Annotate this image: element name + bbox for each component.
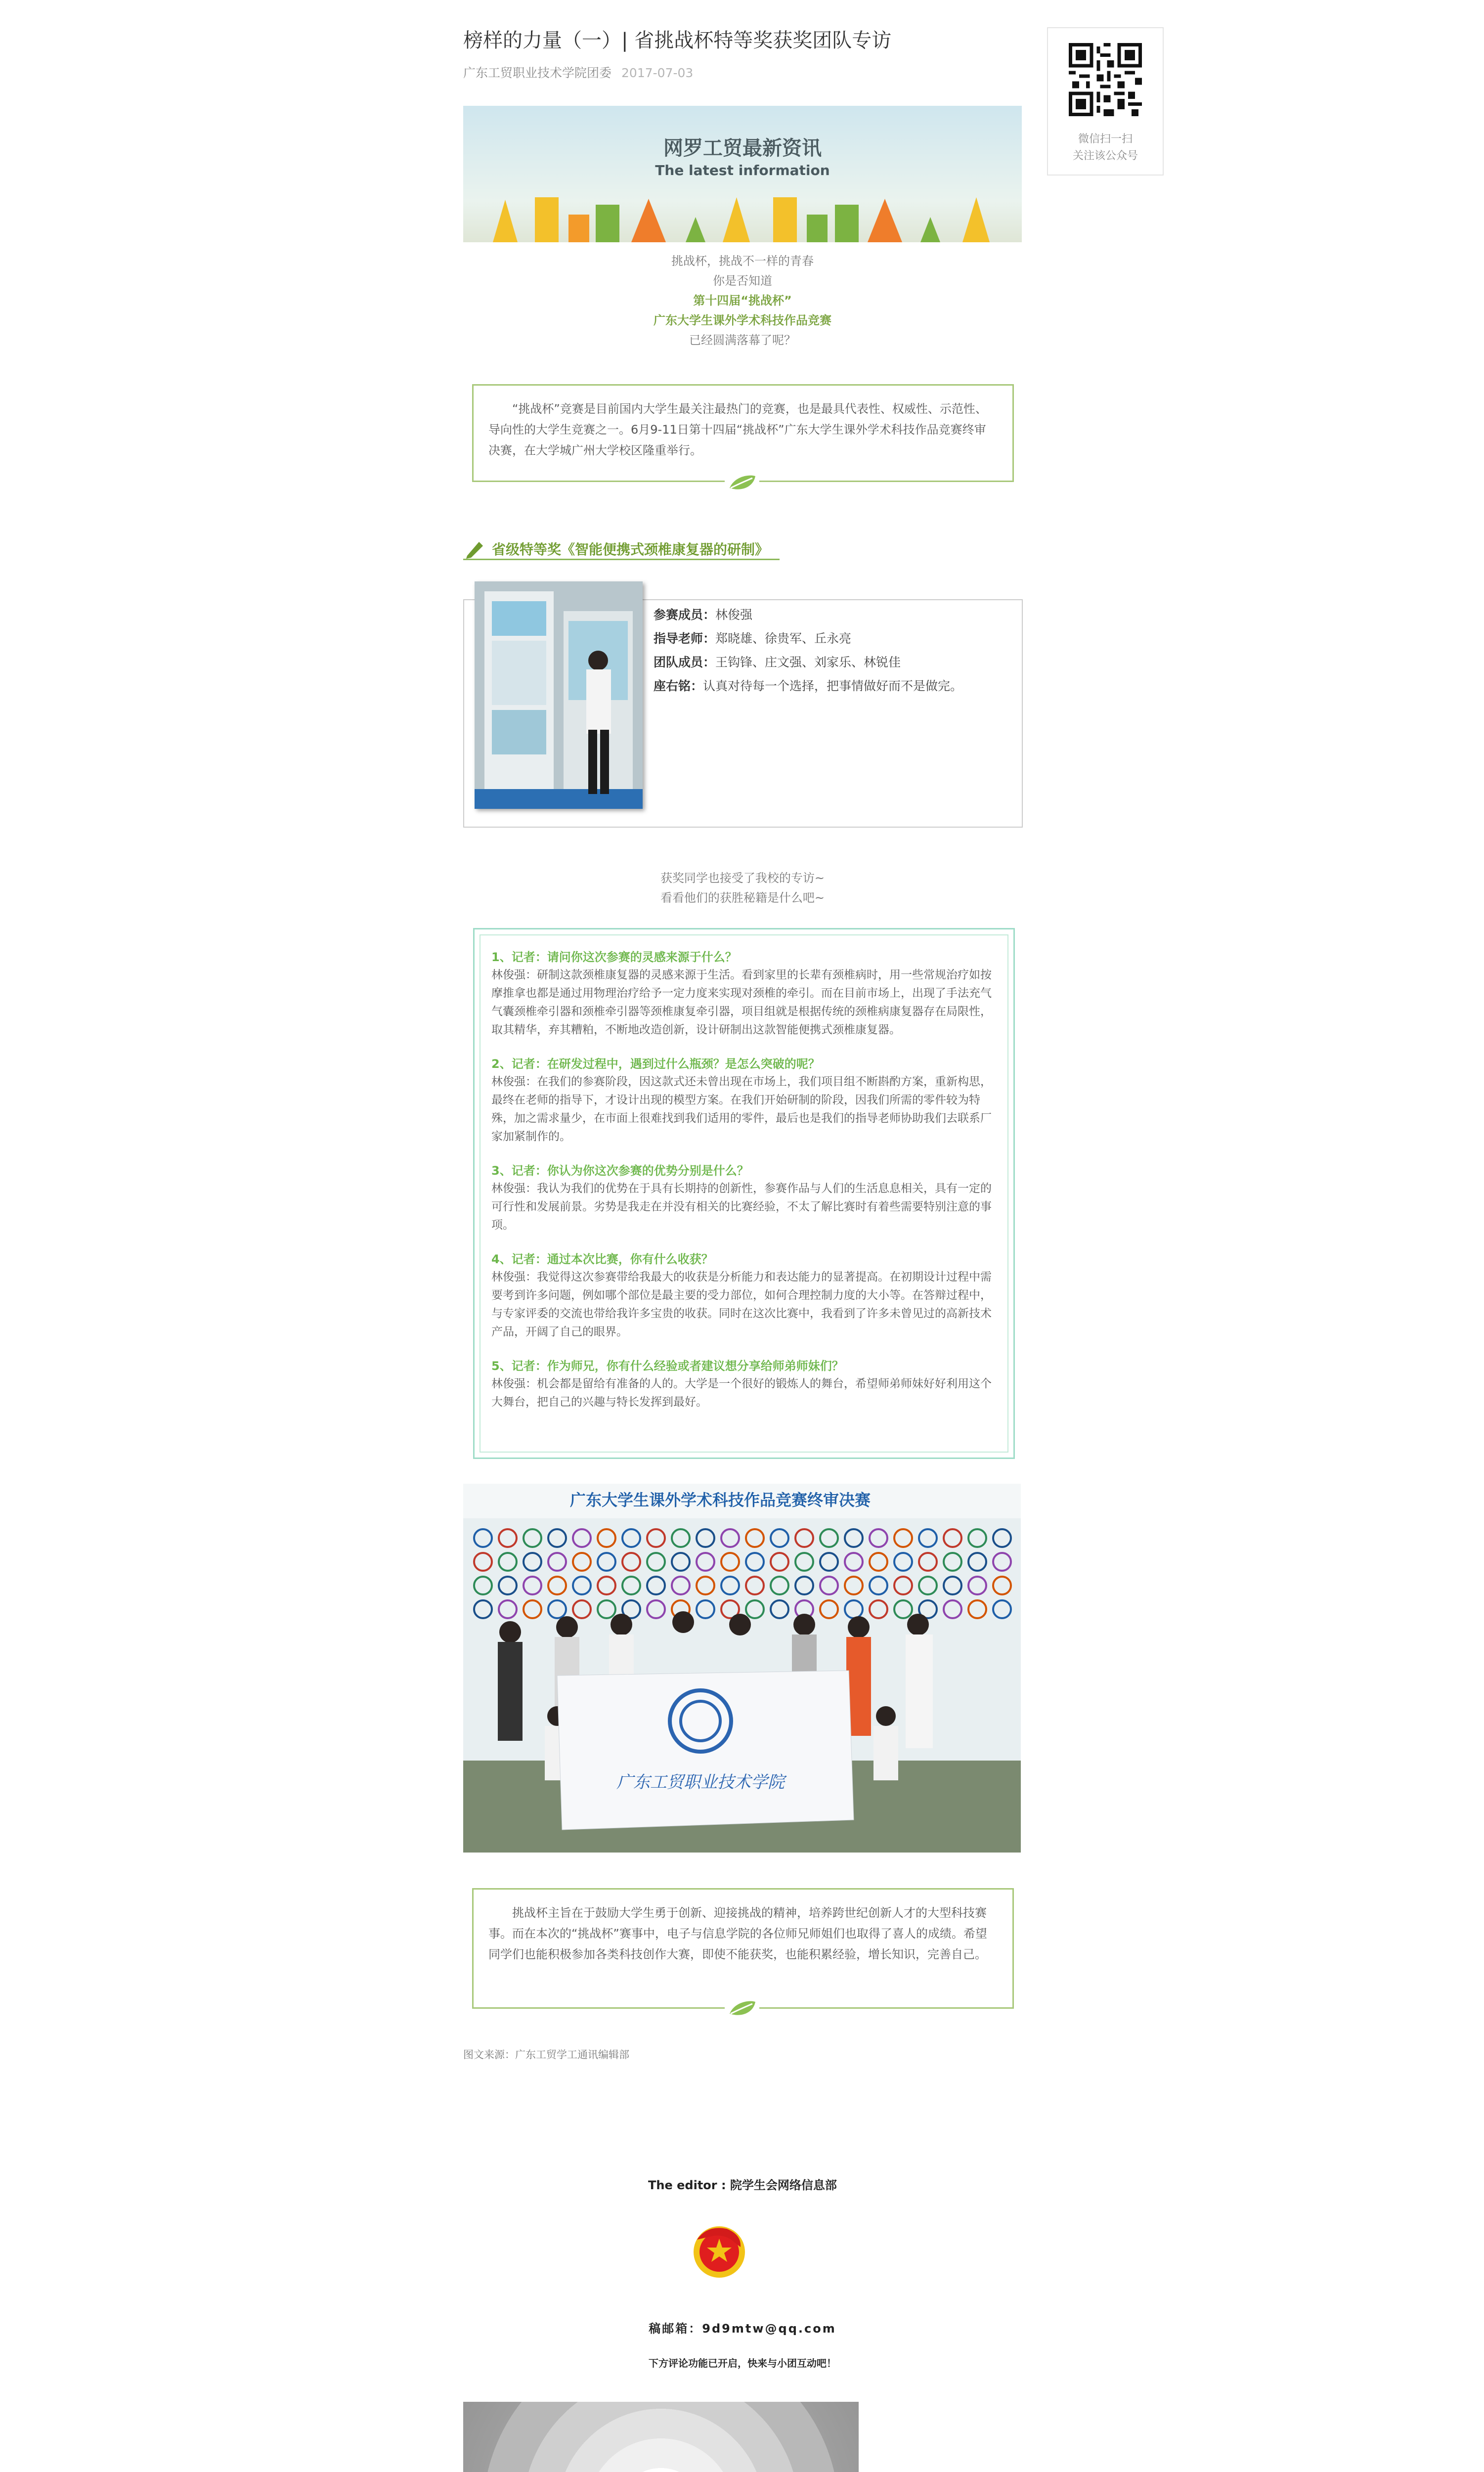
leaf-icon <box>725 467 759 497</box>
qr-code-icon <box>1069 43 1142 116</box>
question-4: 4、记者：通过本次比赛，你有什么收获？ <box>491 1252 713 1266</box>
closing-box <box>472 1888 1014 2009</box>
banner-subtitle: The latest information <box>655 162 830 178</box>
info-value-advisors: 郑晓雄、徐贵军、丘永亮 <box>715 631 852 646</box>
publish-date: 2017-07-03 <box>621 66 694 80</box>
info-value-members: 林俊强 <box>715 608 753 622</box>
intro-line-2: 你是否知道 <box>713 274 772 288</box>
youth-league-emblem-icon <box>687 2220 751 2284</box>
interview-intro <box>463 868 1022 908</box>
qr-caption-2: 关注该公众号 <box>1072 150 1138 162</box>
answer-2: 林俊强：在我们的参赛阶段，因这款式还未曾出现在市场上，我们项目组不断斟酌方案，重新构思，最终在老师的指导下，才设计出现的模型方案。在我们开始研制的阶段，因我们所需的零件较为特殊，加之需求量少，在市面上很难找到我们适用的零件，最后也是我们的指导老师协助我们去联系厂家加紧制作的。 <box>491 1075 992 1143</box>
answer-3: 林俊强：我认为我们的优势在于具有长期持的创新性，参赛作品与人们的生活息息相关，具有一定的可行性和发展前景。劣势是我走在并没有相关的比赛经验，不太了解比赛时有着些需要特别注意的事项。 <box>491 1182 992 1232</box>
banner-title: 网罗工贸最新资讯 <box>663 137 822 160</box>
info-label-advisors: 指导老师： <box>654 631 716 646</box>
answer-5: 林俊强：机会都是留给有准备的人的。大学是一个很好的锻炼人的舞台，希望师弟师妹好好利用这个大舞台，把自己的兴趣与特长发挥到最好。 <box>491 1377 992 1409</box>
interview-intro-line-1: 获奖同学也接受了我校的专访~ <box>660 871 825 885</box>
answer-4: 林俊强：我觉得这次参赛带给我最大的收获是分析能力和表达能力的显著提高。在初期设计过程中需要考到许多问题，例如哪个部位是最主要的受力部位，如何合理控制力度的大小等。在答辩过程中，与专家评委的交流也带给我许多宝贵的收获。同时在这次比赛中，我看到了许多未曾见过的高新技术产品，开阔了自己的眼界。 <box>491 1271 992 1338</box>
question-2: 2、记者：在研发过程中，遇到过什么瓶颈？是怎么突破的呢？ <box>491 1057 820 1071</box>
submission-email[interactable]: 稿邮箱：9d9mtw@qq.com <box>649 2322 836 2336</box>
flag-text: 广东工贸职业技术学院 <box>616 1772 785 1792</box>
leaf-icon <box>725 1993 759 2023</box>
intro-box-text: “挑战杯”竞赛是目前国内大学生最关注最热门的竞赛，也是最具代表性、权威性、示范性、导向性的大学生竞赛之一。6月9-11日第十四届“挑战杯”广东大学生课外学术科技作品竞赛终审决赛，在大学城广州大学校区隆重举行。 <box>488 402 987 457</box>
info-label-motto: 座右铭： <box>654 679 703 693</box>
account-link[interactable]: 广东工贸职业技术学院团委 <box>463 66 612 80</box>
info-value-team: 王钩锋、庄文强、刘家乐、林锐佳 <box>715 655 901 669</box>
header-banner <box>463 106 1022 242</box>
info-label-team: 团队成员： <box>654 655 716 669</box>
award-section-heading <box>463 539 780 560</box>
editor-credit: The editor : 院学生会网络信息部 <box>648 2178 837 2192</box>
answer-1: 林俊强：研制这款颈椎康复器的灵感来源于生活。看到家里的长辈有颈椎病时，用一些常规治疗如按摩推拿也都是通过用物理治疗给予一定力度来实现对颈椎的牵引。而在目前市场上，出现了手法充气气囊颈椎牵引器和颈椎牵引器等颈椎康复牵引器，项目组就是根据传统的颈椎病康复器存在局限性，取其精华，弃其糟粕，不断地改造创新，设计研制出这款智能便携式颈椎康复器。 <box>491 969 992 1036</box>
source-credit: 图文来源：广东工贸学工通讯编辑部 <box>463 2049 629 2061</box>
winner-info <box>654 603 962 698</box>
article-title: 榜样的力量（一）| 省挑战杯特等奖获奖团队专访 <box>463 29 892 52</box>
intro-line-5: 已经圆满落幕了呢？ <box>689 333 796 347</box>
article-meta <box>463 63 693 81</box>
pencil-icon <box>464 539 486 559</box>
team-group-photo <box>463 1484 1021 1853</box>
qr-code-panel <box>1047 27 1164 176</box>
intro-line-4: 广东大学生课外学术科技作品竞赛 <box>654 313 831 327</box>
info-label-members: 参赛成员： <box>654 608 716 622</box>
winner-photo <box>475 581 643 809</box>
question-3: 3、记者：你认为你这次参赛的优势分别是什么？ <box>491 1164 749 1178</box>
qr-caption-1: 微信扫一扫 <box>1078 133 1133 145</box>
intro-line-1: 挑战杯，挑战不一样的青春 <box>671 254 814 268</box>
comment-notice: 下方评论功能已开启，快来与小团互动吧！ <box>649 2357 836 2369</box>
question-5: 5、记者：作为师兄，你有什么经验或者建议想分享给师弟师妹们？ <box>491 1359 844 1373</box>
banner-shapes-graphic <box>463 106 1022 242</box>
question-1: 1、记者：请问你这次参赛的灵感来源于什么？ <box>491 950 737 964</box>
event-banner-title: 广东大学生课外学术科技作品竞赛终审决赛 <box>569 1491 871 1509</box>
award-title: 省级特等奖《智能便携式颈椎康复器的研制》 <box>492 541 769 558</box>
interview-intro-line-2: 看看他们的获胜秘籍是什么吧~ <box>660 891 825 905</box>
intro-text <box>463 251 1022 350</box>
info-value-motto: 认真对待每一个选择，把事情做好而不是做完。 <box>703 679 963 693</box>
closing-box-text: 挑战杯主旨在于鼓励大学生勇于创新、迎接挑战的精神，培养跨世纪创新人才的大型科技赛事。而在本次的“挑战杯”赛事中，电子与信息学院的各位师兄师姐们也取得了喜人的成绩。希望同学们也能积极参加各类科技创作大赛，即使不能获奖，也能积累经验，增长知识，完善自己。 <box>488 1906 987 1961</box>
search-graphic <box>463 2402 859 2472</box>
intro-line-3: 第十四届“挑战杯” <box>693 294 792 308</box>
interview-box <box>473 928 1015 1459</box>
